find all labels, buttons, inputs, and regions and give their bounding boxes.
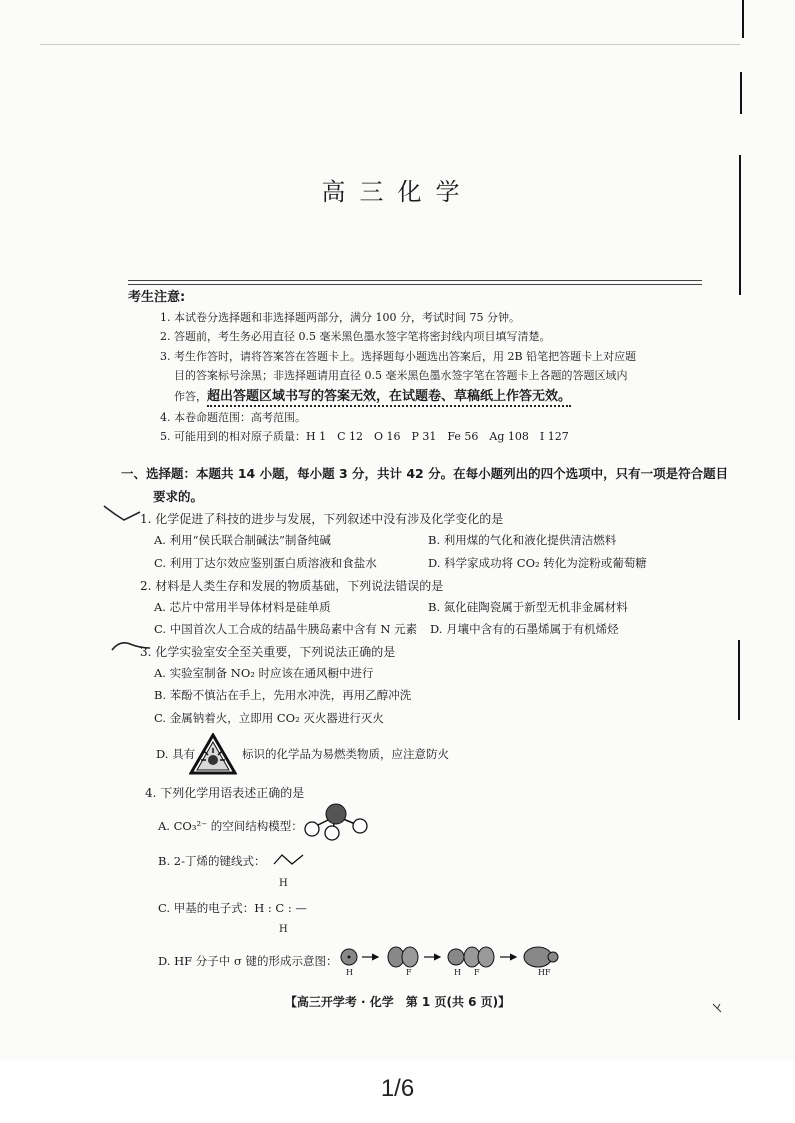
option-a: A. CO₃²⁻ 的空间结构模型：: [158, 819, 303, 833]
section-heading: 一、选择题：本题共 14 小题，每小题 3 分，共计 42 分。在每小题列出的四个选项中，只有一项是符合题目: [121, 466, 729, 481]
option-c: C. 利用丁达尔效应鉴别蛋白质溶液和食盐水: [154, 556, 377, 570]
notice-heading: 考生注意:: [128, 290, 186, 305]
methyl-h-bottom: H: [279, 924, 288, 935]
option-d: D. 具有: [156, 747, 196, 761]
option-d: D. 科学家成功将 CO₂ 转化为淀粉或葡萄糖: [428, 556, 647, 570]
scan-edge-mark: [740, 72, 742, 114]
orbital-label: F: [474, 968, 480, 977]
page-title: 高三化学: [321, 178, 474, 206]
explosive-hazard-icon: [189, 733, 237, 775]
orbital-label: H: [454, 968, 461, 977]
scan-edge-mark: [738, 640, 740, 720]
scan-edge-mark: [742, 0, 744, 38]
option-b: B. 利用煤的气化和液化提供清洁燃料: [428, 533, 617, 547]
orbital-label: H: [346, 968, 353, 977]
scan-edge-mark: [40, 44, 740, 45]
stray-mark: [712, 1003, 722, 1013]
question-stem: 1. 化学促进了科技的进步与发展，下列叙述中没有涉及化学变化的是: [140, 512, 504, 526]
methyl-h-top: H: [279, 878, 288, 889]
option-d-suffix: 标识的化学品为易燃类物质，应注意防火: [242, 747, 449, 761]
option-a: A. 芯片中常用半导体材料是硅单质: [154, 600, 331, 614]
option-b: B. 2-丁烯的键线式：: [158, 854, 266, 868]
question-stem: 4. 下列化学用语表述正确的是: [145, 786, 305, 800]
option-d: D. 月壤中含有的石墨烯属于有机烯烃: [430, 622, 619, 636]
orbital-label: F: [406, 968, 412, 977]
option-d: D. HF 分子中 σ 键的形成示意图：: [158, 954, 338, 968]
orbital-label: HF: [538, 968, 551, 977]
notice-item: 5. 可能用到的相对原子质量：H 1 C 12 O 16 P 31 Fe 56 Ag 108 I 127: [160, 430, 569, 443]
notice-item-prefix: 作答，: [174, 390, 207, 403]
option-c: C. 甲基的电子式：H : C : —: [158, 901, 307, 915]
zigzag-bond-line: [272, 852, 306, 868]
notice-item: [174, 385, 571, 404]
notice-item: 4. 本卷命题范围：高考范围。: [160, 411, 306, 424]
notice-item: 目的答案标号涂黑；非选择题请用直径 0.5 毫米黑色墨水签字笔在答题卡上各题的答题区域内: [174, 369, 628, 382]
page-footer: 【高三开学考 · 化学 第 1 页(共 6 页)】: [284, 995, 511, 1009]
notice-item: 2. 答题前，考生务必用直径 0.5 毫米黑色墨水签字笔将密封线内项目填写清楚。: [160, 330, 551, 343]
option-b: B. 氮化硅陶瓷属于新型无机非金属材料: [428, 600, 628, 614]
notice-item: 3. 考生作答时，请将答案答在答题卡上。选择题每小题选出答案后，用 2B 铅笔把答题卡上对应题: [160, 350, 637, 363]
co3-ball-stick-model: [296, 802, 372, 842]
option-b: B. 苯酚不慎沾在手上，先用水冲洗，再用乙醇冲洗: [154, 688, 412, 702]
question-stem: 2. 材料是人类生存和发展的物质基础，下列说法错误的是: [140, 579, 444, 593]
divider: [128, 284, 702, 285]
notice-item: 1. 本试卷分选择题和非选择题两部分，满分 100 分，考试时间 75 分钟。: [160, 311, 520, 324]
question-stem: 3. 化学实验室安全至关重要，下列说法正确的是: [140, 645, 396, 659]
divider: [128, 280, 702, 281]
option-c: C. 中国首次人工合成的结晶牛胰岛素中含有 N 元素: [154, 622, 418, 636]
page-indicator: 1/6: [380, 1075, 415, 1102]
option-a: A. 实验室制备 NO₂ 时应该在通风橱中进行: [154, 666, 374, 680]
option-c: C. 金属钠着火，立即用 CO₂ 灭火器进行灭火: [154, 711, 384, 725]
section-heading: 要求的。: [153, 489, 204, 504]
option-a: A. 利用“侯氏联合制碱法”制备纯碱: [154, 533, 331, 547]
emphasis-text: 超出答题区域书写的答案无效，在试题卷、草稿纸上作答无效。: [207, 389, 571, 407]
